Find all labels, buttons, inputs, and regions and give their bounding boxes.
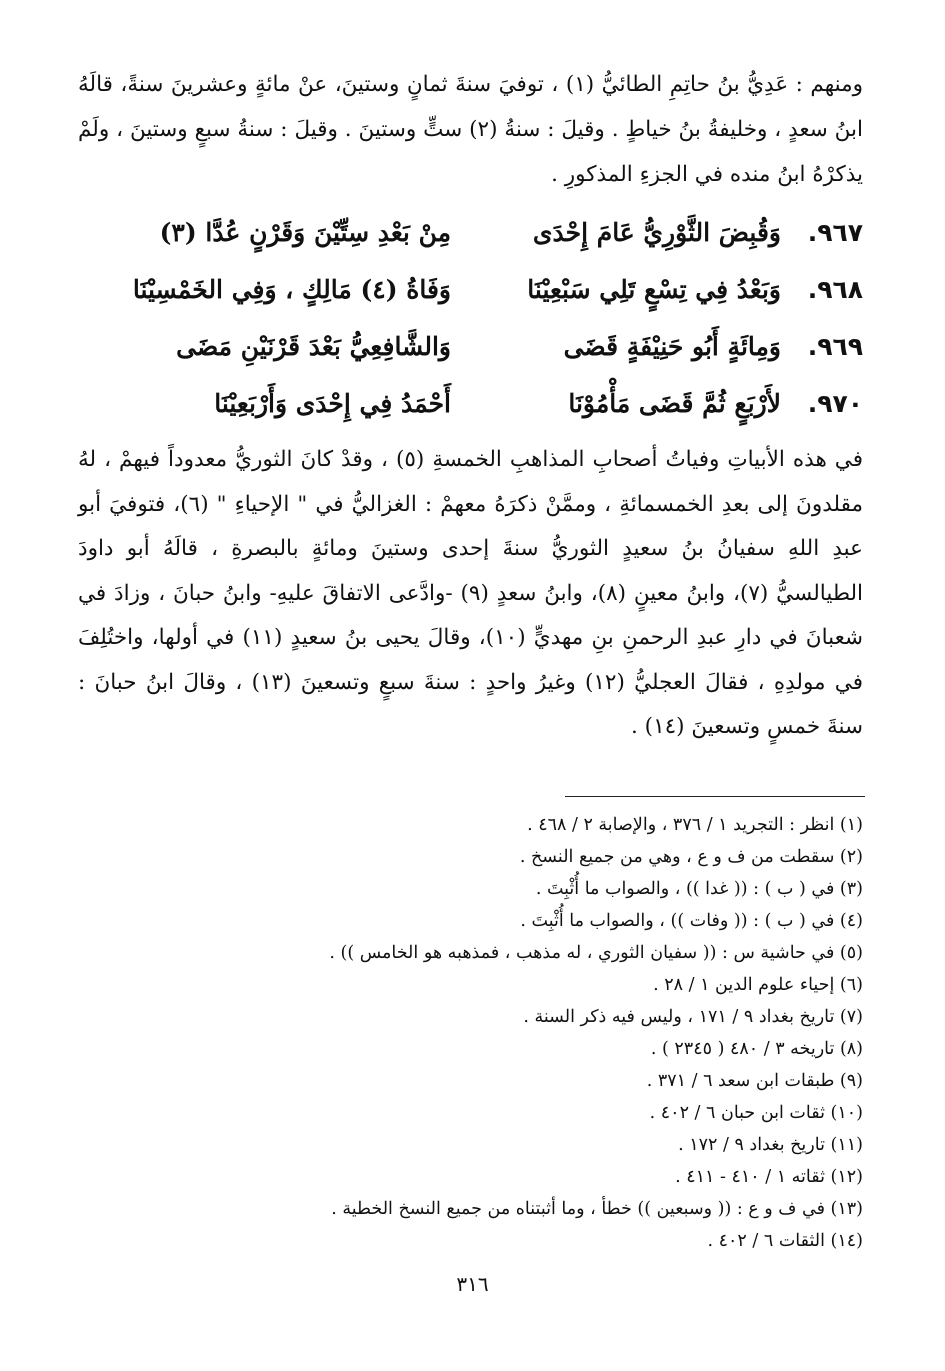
intro-paragraph: ومنهم : عَدِيُّ بنُ حاتِمِ الطائيُّ (١) ، توفيَ سنةَ ثمانٍ وستينَ، عنْ مائةٍ وعشرينَ سنةً، قالَهُ ابنُ سعدٍ ، وخليفةُ بنُ خياطٍ . وقيلَ : سنةُ (٢) ستٍّ وستينَ . وقيلَ : سنةُ سبعٍ وستينَ ، ولَمْ يذكرْهُ ابنُ منده في الجزءِ المذكورِ . [78, 72, 864, 187]
footnote: (١٢) ثقاته ١ / ٤١٠ - ٤١١ . [675, 1167, 863, 1187]
footnote: (٢) سقطت من ف و ع ، وهي من جميع النسخ . [519, 847, 863, 867]
commentary-paragraph: في هذه الأبياتِ وفياتُ أصحابِ المذاهبِ الخمسةِ (٥) ، وقدْ كانَ الثوريُّ معدوداً فيهمْ ، لهُ مقلدونَ إلى بعدِ الخمسمائةِ ، وممَّنْ ذكرَهُ معهمْ : الغزاليُّ في " الإحياءِ " (٦)، فتوفيَ أبو عبدِ اللهِ سفيانُ بنُ سعيدٍ الثوريُّ سنةَ إحدى وستينَ ومائةٍ بالبصرةِ ، قالَهُ أبو داودَ الطيالسيُّ (٧)، وابنُ معينٍ (٨)، وابنُ سعدٍ (٩) -وادَّعى الاتفاقَ عليهِ- وابنُ حبانَ ، وزادَ في شعبانَ في دارِ عبدِ الرحمنِ بنِ مهديٍّ (١٠)، وقالَ يحيى بنُ سعيدٍ (١١) في أولها، واختُلِفَ في مولدِهِ ، فقالَ العجليُّ (١٢) وغيرُ واحدٍ : سنةَ سبعٍ وتسعينَ (١٣) ، وقالَ ابنُ حبانَ : سنةَ خمسٍ وتسعينَ (١٤) . [78, 447, 864, 739]
footnote: (٨) تاريخه ٣ / ٤٨٠ ( ٢٣٤٥ ) . [650, 1039, 863, 1059]
verse-second-hemistich: وَفَاةُ (٤) مَالِكٍ ، وَفِي الخَمْسِيْنَا [132, 275, 451, 304]
verse-second-hemistich: مِنْ بَعْدِ سِتِّيْنَ وَقَرْنٍ عُدَّا (٣) [159, 218, 451, 247]
commentary-section [78, 438, 863, 750]
footnotes-list [100, 809, 863, 1257]
verse-block [90, 218, 863, 446]
verse-line [90, 275, 863, 332]
footnote: (١٤) الثقات ٦ / ٤٠٢ . [707, 1231, 863, 1251]
verse-number: ٩٦٨. [807, 275, 863, 304]
footnote: (١١) تاريخ بغداد ٩ / ١٧٢ . [678, 1135, 863, 1155]
footnote: (١) انظر : التجريد ١ / ٣٧٦ ، والإصابة ٢ / ٤٦٨ . [527, 815, 863, 835]
verse-first-hemistich: لأَرْبَعٍ ثُمَّ قَضَى مَأْمُوْنَا [568, 389, 781, 418]
footnote: (١٣) في ف و ع : (( وسبعين )) خطأ ، وما أثبتناه من جميع النسخ الخطية . [331, 1199, 863, 1219]
footnote: (٧) تاريخ بغداد ٩ / ١٧١ ، وليس فيه ذكر السنة . [523, 1007, 863, 1027]
verse-number: ٩٦٧. [807, 218, 863, 247]
verse-first-hemistich: وَقُبِضَ الثَّوْرِيُّ عَامَ إِحْدَى [532, 218, 781, 247]
verse-second-hemistich: وَالشَّافِعِيُّ بَعْدَ قَرْنَيْنِ مَضَى [176, 332, 451, 361]
footnote: (٣) في ( ب ) : (( غدا )) ، والصواب ما أُثْبِتَ . [535, 879, 863, 899]
verse-first-hemistich: وَبَعْدُ فِي تِسْعٍ تَلِي سَبْعِيْنَا [527, 275, 781, 304]
verse-second-hemistich: أَحْمَدُ فِي إِحْدَى وَأَرْبَعِيْنَا [214, 389, 451, 418]
intro-section [78, 62, 863, 197]
verse-number: ٩٦٩. [807, 332, 863, 361]
footnote: (٤) في ( ب ) : (( وفات )) ، والصواب ما أُثْبِتَ . [520, 911, 863, 931]
footnote: (٦) إحياء علوم الدين ١ / ٢٨ . [653, 975, 863, 995]
page-number: ٣١٦ [456, 1272, 489, 1296]
footnote: (٥) في حاشية س : (( سفيان الثوري ، له مذهب ، فمذهبه هو الخامس )) . [329, 943, 863, 963]
verse-number: ٩٧٠. [807, 389, 863, 418]
footnote-divider [565, 796, 865, 797]
footnote: (٩) طبقات ابن سعد ٦ / ٣٧١ . [646, 1071, 863, 1091]
verse-line [90, 218, 863, 275]
footnote: (١٠) ثقات ابن حبان ٦ / ٤٠٢ . [649, 1103, 863, 1123]
verse-line [90, 332, 863, 389]
verse-first-hemistich: وَمِائَةٍ أَبُو حَنِيْفَةٍ قَضَى [563, 332, 781, 361]
